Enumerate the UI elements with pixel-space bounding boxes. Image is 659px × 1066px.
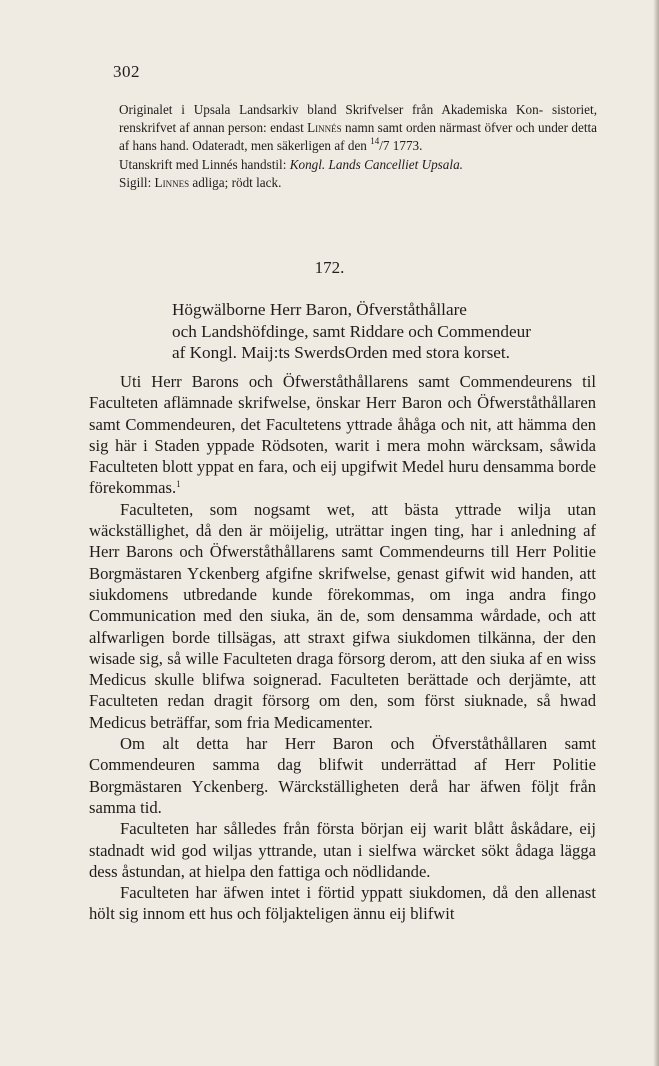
- page-number: 302: [113, 62, 140, 81]
- body-paragraph: Om alt detta har Herr Baron och Öfverståthållaren samt Commendeuren samma dag blifwit underrättad af Herr Politie Borgmästaren Yckenberg. Wärckställigheten derå har äfwen följt från samma tid.: [89, 734, 596, 817]
- address-line: Högwälborne Herr Baron, Öfverståthållare: [172, 300, 467, 319]
- footnote-marker: 1: [176, 479, 181, 490]
- date-superscript: 14: [370, 136, 380, 147]
- body-paragraph: Faculteten har sålledes från första början eij warit blått åskådare, eij stadnadt wid god wiljas yttrande, utan i sielfwa wärcket sökt ådaga lägga dess åstundan, at hielpa den fattiga och nödlidande.: [89, 819, 596, 881]
- letter-address: [172, 299, 592, 364]
- letter-number: 172.: [314, 258, 345, 277]
- body-paragraph: Faculteten har äfwen intet i förtid yppatt siukdomen, då den allenast hölt sig innom ett hus och följakteligen ännu eij blifwit: [89, 883, 596, 924]
- address-line: och Landshöfdinge, samt Riddare och Commendeur: [172, 321, 531, 341]
- note-line: Utanskrift med Linnés handstil: Kongl. Lands Cancelliet Upsala.: [119, 156, 463, 172]
- superscription: Kongl. Lands Cancelliet Upsala.: [289, 156, 463, 172]
- author-name: Linnés: [307, 120, 342, 136]
- letter-body: [89, 371, 596, 925]
- editorial-note: [119, 101, 597, 192]
- body-paragraph: Uti Herr Barons och Öfwerståthållarens samt Commendeurens til Faculteten aflämnade skrifwelse, önskar Herr Baron och Öfwerståthållaren samt Commendeuren, det Facultetens yttrade åhåga och nit, att hämma den sig här i Staden yppade Rödsoten, warit i mera mohn wärcksam, såwida Faculteten blott yppat en fara, och eij upgifwit Medel huru densamma borde förekommas.$^1$: [89, 372, 596, 498]
- note-line: Sigill: Linnes adliga; rödt lack.: [119, 174, 282, 190]
- page-edge-shadow: [653, 0, 659, 1066]
- author-name: Linnes: [154, 174, 190, 190]
- address-line: af Kongl. Maij:ts SwerdsOrden med stora korset.: [172, 343, 510, 362]
- note-line: Originalet i Upsala Landsarkiv bland Skrifvelser från Akademiska Kon- sistoriet, renskrifvet af annan person: endast Linnés namn samt orden närmast öfver och under detta af hans hand. Odateradt, men säkerligen af den $^{14}$/7 1773.: [119, 102, 598, 154]
- body-paragraph: Faculteten, som nogsamt wet, att bästa yttrade wilja utan wäckställighet, då den är möijelig, uträttar ingen ting, har i anledning af Herr Barons och Öfwerståthållarens samt Commendeurns till Herr Politie Borgmästaren Yckenberg afgifne skrifwelse, genast gifwit wid handen, att siukdomens utbredande kunde förekommas, om inga andra fingo Communication med den siuka, än de, som densamma wårdade, och att alfwarligen borde tillsägas, att straxt gifwa siukdomen tilkänna, der den wisade sig, så wille Faculteten draga försorg derom, att den siuka af en wiss Medicus skulle blifwa soignerad. Faculteten berättade och derjämte, att Faculteten redan dragit försorg om den, som först siuknade, så hwad Medicus beträffar, som fria Medicamenter.: [89, 499, 596, 732]
